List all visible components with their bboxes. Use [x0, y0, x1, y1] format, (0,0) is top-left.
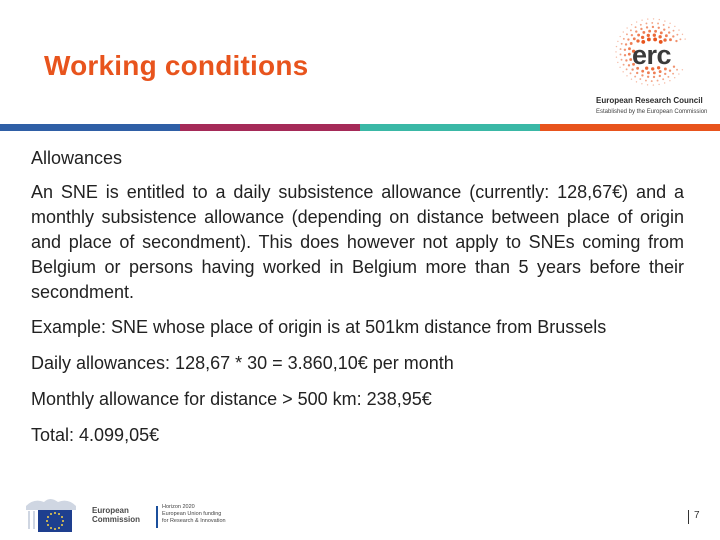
erc-logo-word: erc: [632, 40, 672, 70]
total-line: Total: 4.099,05€: [31, 425, 160, 445]
erc-logo-name: European Research Council: [596, 96, 703, 105]
page-number-divider: [688, 510, 689, 524]
erc-logo-tagline: Established by the European Commission: [596, 109, 708, 115]
stripe-segment-blue: [0, 124, 180, 131]
section-heading: Allowances: [31, 148, 123, 168]
stripe-segment-purple: [180, 124, 360, 131]
page-number: 7: [694, 510, 700, 521]
ec-label-line1: European: [92, 506, 129, 515]
stripe-segment-teal: [360, 124, 540, 131]
horizon-2020-divider: [156, 506, 158, 528]
daily-allowance-line: Daily allowances: 128,67 * 30 = 3.860,10€ per month: [31, 353, 454, 373]
h2020-line2: European Union funding: [162, 511, 222, 517]
european-commission-logo-icon: [24, 496, 86, 532]
horizon-2020-label: [162, 504, 226, 525]
european-commission-label: [92, 506, 140, 524]
stripe-segment-orange: [540, 124, 720, 131]
ec-label-line2: Commission: [92, 515, 141, 524]
h2020-line3: for Research & Innovation: [162, 518, 226, 524]
allowance-paragraph: An SNE is entitled to a daily subsistence allowance (currently: 128,67€) and a monthly subsistence allowance (depending on distance between place of origin and place of secondment). This does however not apply to SNEs coming from Belgium or persons having worked in Belgium more than 5 years before their secondment.: [31, 182, 684, 302]
slide-content: [31, 146, 684, 459]
footer: [0, 490, 720, 540]
h2020-line1: Horizon 2020: [162, 504, 195, 510]
monthly-allowance-line: Monthly allowance for distance > 500 km: 238,95€: [31, 389, 432, 409]
page-title: Working conditions: [44, 50, 309, 81]
example-paragraph: Example: SNE whose place of origin is at 501km distance from Brussels: [31, 317, 607, 337]
color-stripe: [0, 124, 720, 131]
erc-logo: [594, 10, 712, 120]
